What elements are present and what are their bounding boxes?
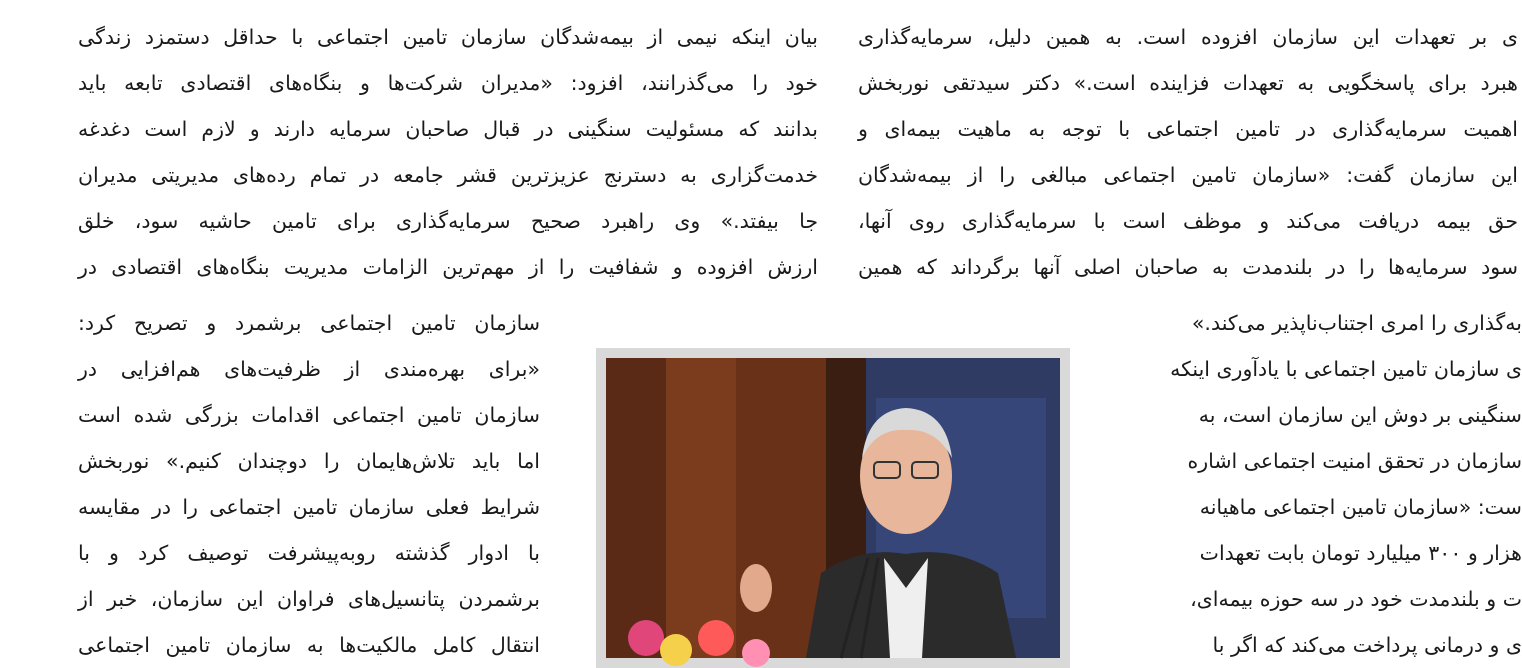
speaker-photo bbox=[606, 358, 1060, 658]
text-line: انتقال کامل مالکیت‌ها به سازمان تامین اجتماعی bbox=[78, 633, 540, 657]
text-line: ی بر تعهدات این سازمان افزوده است. به همین دلیل، سرمایه‌گذاری bbox=[858, 25, 1518, 49]
text-line: ارزش افزوده و شفافیت را از مهم‌ترین الزامات مدیریت بنگاه‌های اقتصادی در bbox=[78, 255, 818, 279]
text-line: سود سرمایه‌ها را در بلندمدت به صاحبان اصلی آنها برگرداند که همین bbox=[858, 255, 1518, 279]
text-line: سنگینی بر دوش این سازمان است، به bbox=[1198, 403, 1522, 427]
left-column-bottom bbox=[78, 300, 540, 668]
right-column-bottom bbox=[1082, 300, 1522, 668]
text-line: ی و درمانی پرداخت می‌کند که اگر با bbox=[1212, 633, 1522, 657]
text-line: این سازمان گفت: «سازمان تامین اجتماعی مبالغی را از بیمه‌شدگان bbox=[858, 163, 1518, 187]
text-line: سازمان تامین اجتماعی اقدامات بزرگی شده است bbox=[78, 403, 540, 427]
text-line: ست: «سازمان تامین اجتماعی ماهیانه bbox=[1199, 495, 1522, 519]
text-line: اما باید تلاش‌هایمان را دوچندان کنیم.» نوربخش bbox=[78, 449, 540, 473]
text-line: اهمیت سرمایه‌گذاری در تامین اجتماعی با توجه به ماهیت بیمه‌ای و bbox=[858, 117, 1518, 141]
text-line: شرایط فعلی سازمان تامین اجتماعی را در مقایسه bbox=[78, 495, 540, 519]
text-line: «برای بهره‌مندی از ظرفیت‌های هم‌افزایی در bbox=[78, 357, 540, 381]
text-line: برشمردن پتانسیل‌های فراوان این سازمان، خبر از bbox=[78, 587, 540, 611]
speaker-illustration bbox=[606, 358, 1060, 658]
text-line: سازمان در تحقق امنیت اجتماعی اشاره bbox=[1187, 449, 1522, 473]
text-line: جا بیفتد.» وی راهبرد صحیح سرمایه‌گذاری برای تامین حاشیه سود، خلق bbox=[78, 209, 818, 233]
text-line: ت و بلندمدت خود در سه حوزه بیمه‌ای، bbox=[1190, 587, 1522, 611]
right-column-top bbox=[858, 14, 1518, 290]
text-line: بیان اینکه نیمی از بیمه‌شدگان سازمان تامین اجتماعی با حداقل دستمزد زندگی bbox=[78, 25, 818, 49]
article-photo bbox=[596, 348, 1070, 668]
text-line: خدمت‌گزاری به دسترنج عزیزترین قشر جامعه در تمام رده‌های مدیریتی مدیران bbox=[78, 163, 818, 187]
text-line: بدانند که مسئولیت سنگینی در قبال صاحبان سرمایه دارند و لازم است دغدغه bbox=[78, 117, 818, 141]
text-line: هزار و ۳۰۰ میلیارد تومان بابت تعهدات bbox=[1199, 541, 1522, 565]
text-line: سازمان تامین اجتماعی برشمرد و تصریح کرد: bbox=[78, 311, 540, 335]
text-line: هبرد برای پاسخگویی به تعهدات فزاینده است.» دکتر سیدتقی نوربخش bbox=[858, 71, 1518, 95]
text-line: خود را می‌گذرانند، افزود: «مدیران شرکت‌ها و بنگاه‌های اقتصادی تابعه باید bbox=[78, 71, 818, 95]
text-line: به‌گذاری را امری اجتناب‌ناپذیر می‌کند.» bbox=[1191, 311, 1522, 335]
text-line: با ادوار گذشته روبه‌پیشرفت توصیف کرد و با bbox=[78, 541, 540, 565]
left-column-top bbox=[78, 14, 818, 290]
text-line: ی سازمان تامین اجتماعی با یادآوری اینکه bbox=[1170, 357, 1522, 381]
text-line: حق بیمه دریافت می‌کند و موظف است با سرمایه‌گذاری روی آنها، bbox=[858, 209, 1518, 233]
